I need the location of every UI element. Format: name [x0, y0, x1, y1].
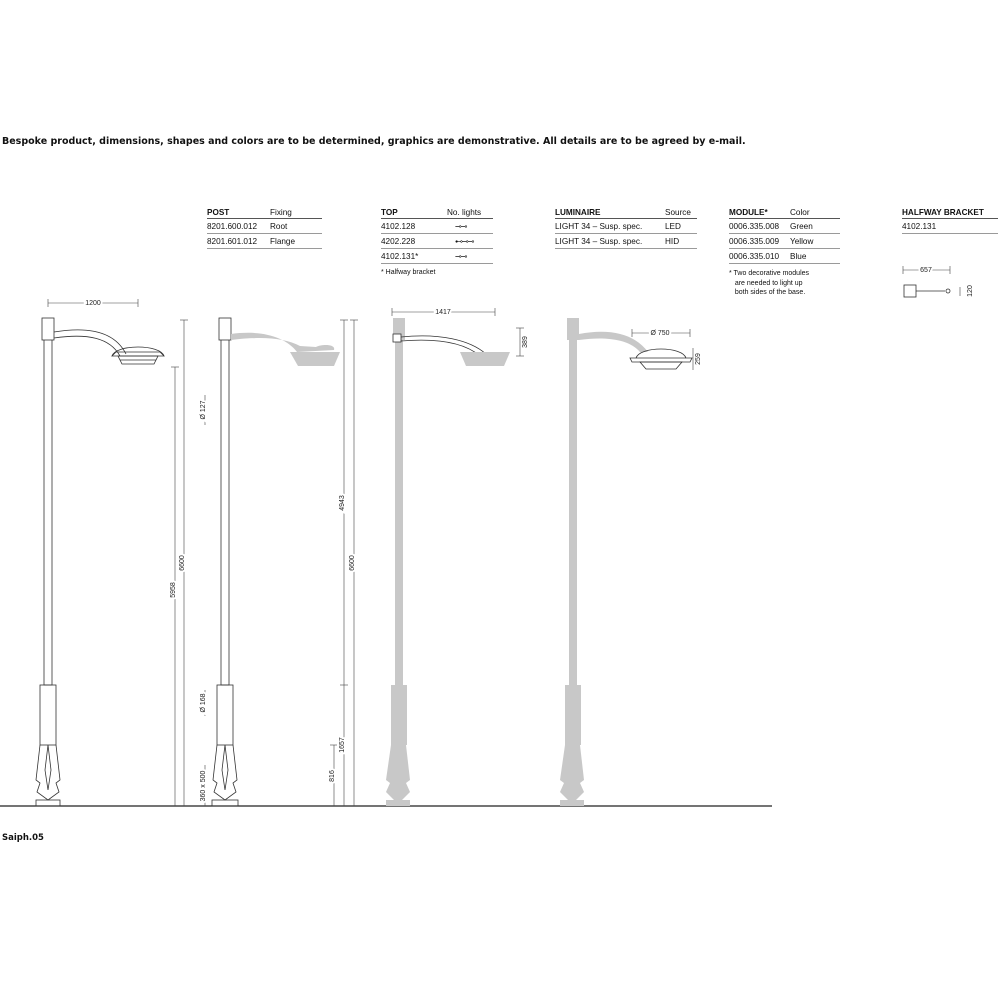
top-code: 4102.128 — [381, 221, 416, 231]
dim-total-height-1: 6600 — [179, 555, 186, 571]
post-code: 8201.600.012 — [207, 221, 258, 231]
disclaimer-text: Bespoke product, dimensions, shapes and colors are to be determined, graphics are demonstrative. All details are to be agreed by e-mail. — [2, 136, 746, 147]
luminaire-name: LIGHT 34 – Susp. spec. — [555, 236, 643, 246]
dim-upper-diameter: Ø 127 — [200, 400, 207, 420]
product-name: Saiph.05 — [2, 833, 44, 843]
dim-top-height: 389 — [522, 336, 529, 348]
post-header: POST — [207, 208, 230, 217]
pole-grey-1 — [386, 318, 410, 806]
dim-pole-height-1: 5958 — [170, 582, 177, 598]
module-code: 0006.335.009 — [729, 236, 780, 246]
dim-lower-diameter: Ø 168 — [200, 693, 207, 713]
grey-lamp-shape — [460, 352, 510, 366]
module-code: 0006.335.010 — [729, 251, 780, 261]
dim-lamp-diameter: Ø 750 — [650, 330, 670, 337]
luminaire-source: HID — [665, 236, 680, 246]
single-light-icon: ⊸⊸ — [455, 221, 467, 231]
post-code: 8201.601.012 — [207, 236, 258, 246]
luminaire-header: LUMINAIRE — [555, 208, 601, 217]
dim-lamp-height: 259 — [695, 353, 702, 365]
luminaire-name: LIGHT 34 – Susp. spec. — [555, 221, 643, 231]
post-fixing: Root — [270, 221, 288, 231]
bracket-side-view — [904, 285, 950, 297]
module-code: 0006.335.008 — [729, 221, 780, 231]
post-fixing: Flange — [270, 236, 296, 246]
dim-bracket-height: 120 — [967, 285, 974, 297]
pole-root-drawing — [36, 318, 164, 806]
double-light-icon: ⊷⊸⊸ — [455, 236, 474, 246]
grey-lamp-shape — [290, 352, 340, 366]
bracket-header: HALFWAY BRACKET — [902, 208, 984, 217]
dim-base-height: 816 — [329, 770, 336, 782]
module-color-header: Color — [790, 208, 810, 217]
bracket-code: 4102.131 — [902, 221, 937, 231]
module-color: Blue — [790, 251, 807, 261]
dim-arm-reach-2: 1417 — [435, 309, 451, 316]
dim-bracket-length: 657 — [920, 267, 932, 274]
pole-grey-2 — [560, 318, 648, 806]
top-code: 4202.228 — [381, 236, 416, 246]
luminaire-outline — [630, 349, 692, 369]
module-color: Yellow — [790, 236, 814, 246]
dim-base-size: 360 x 500 — [200, 770, 207, 802]
dim-upper-section: 4943 — [339, 495, 346, 511]
module-header: MODULE* — [729, 208, 768, 217]
luminaire-source: LED — [665, 221, 681, 231]
dim-lower-section: 1657 — [339, 737, 346, 753]
top-lights-header: No. lights — [447, 208, 482, 217]
pole-flange-drawing — [212, 318, 238, 806]
grey-arm-shape — [231, 333, 334, 352]
top-code: 4102.131* — [381, 251, 419, 261]
top-note: * Halfway bracket — [381, 269, 436, 276]
top-header: TOP — [381, 208, 398, 217]
dimension-lines — [48, 266, 960, 806]
luminaire-source-header: Source — [665, 208, 691, 217]
dim-total-height-2: 6600 — [349, 555, 356, 571]
dim-arm-reach-1: 1200 — [85, 300, 101, 307]
post-fixing-header: Fixing — [270, 208, 292, 217]
module-note: * Two decorative modules are needed to light up both sides of the base. — [729, 270, 810, 296]
single-light-icon: ⊸⊸ — [455, 251, 467, 261]
module-color: Green — [790, 221, 813, 231]
